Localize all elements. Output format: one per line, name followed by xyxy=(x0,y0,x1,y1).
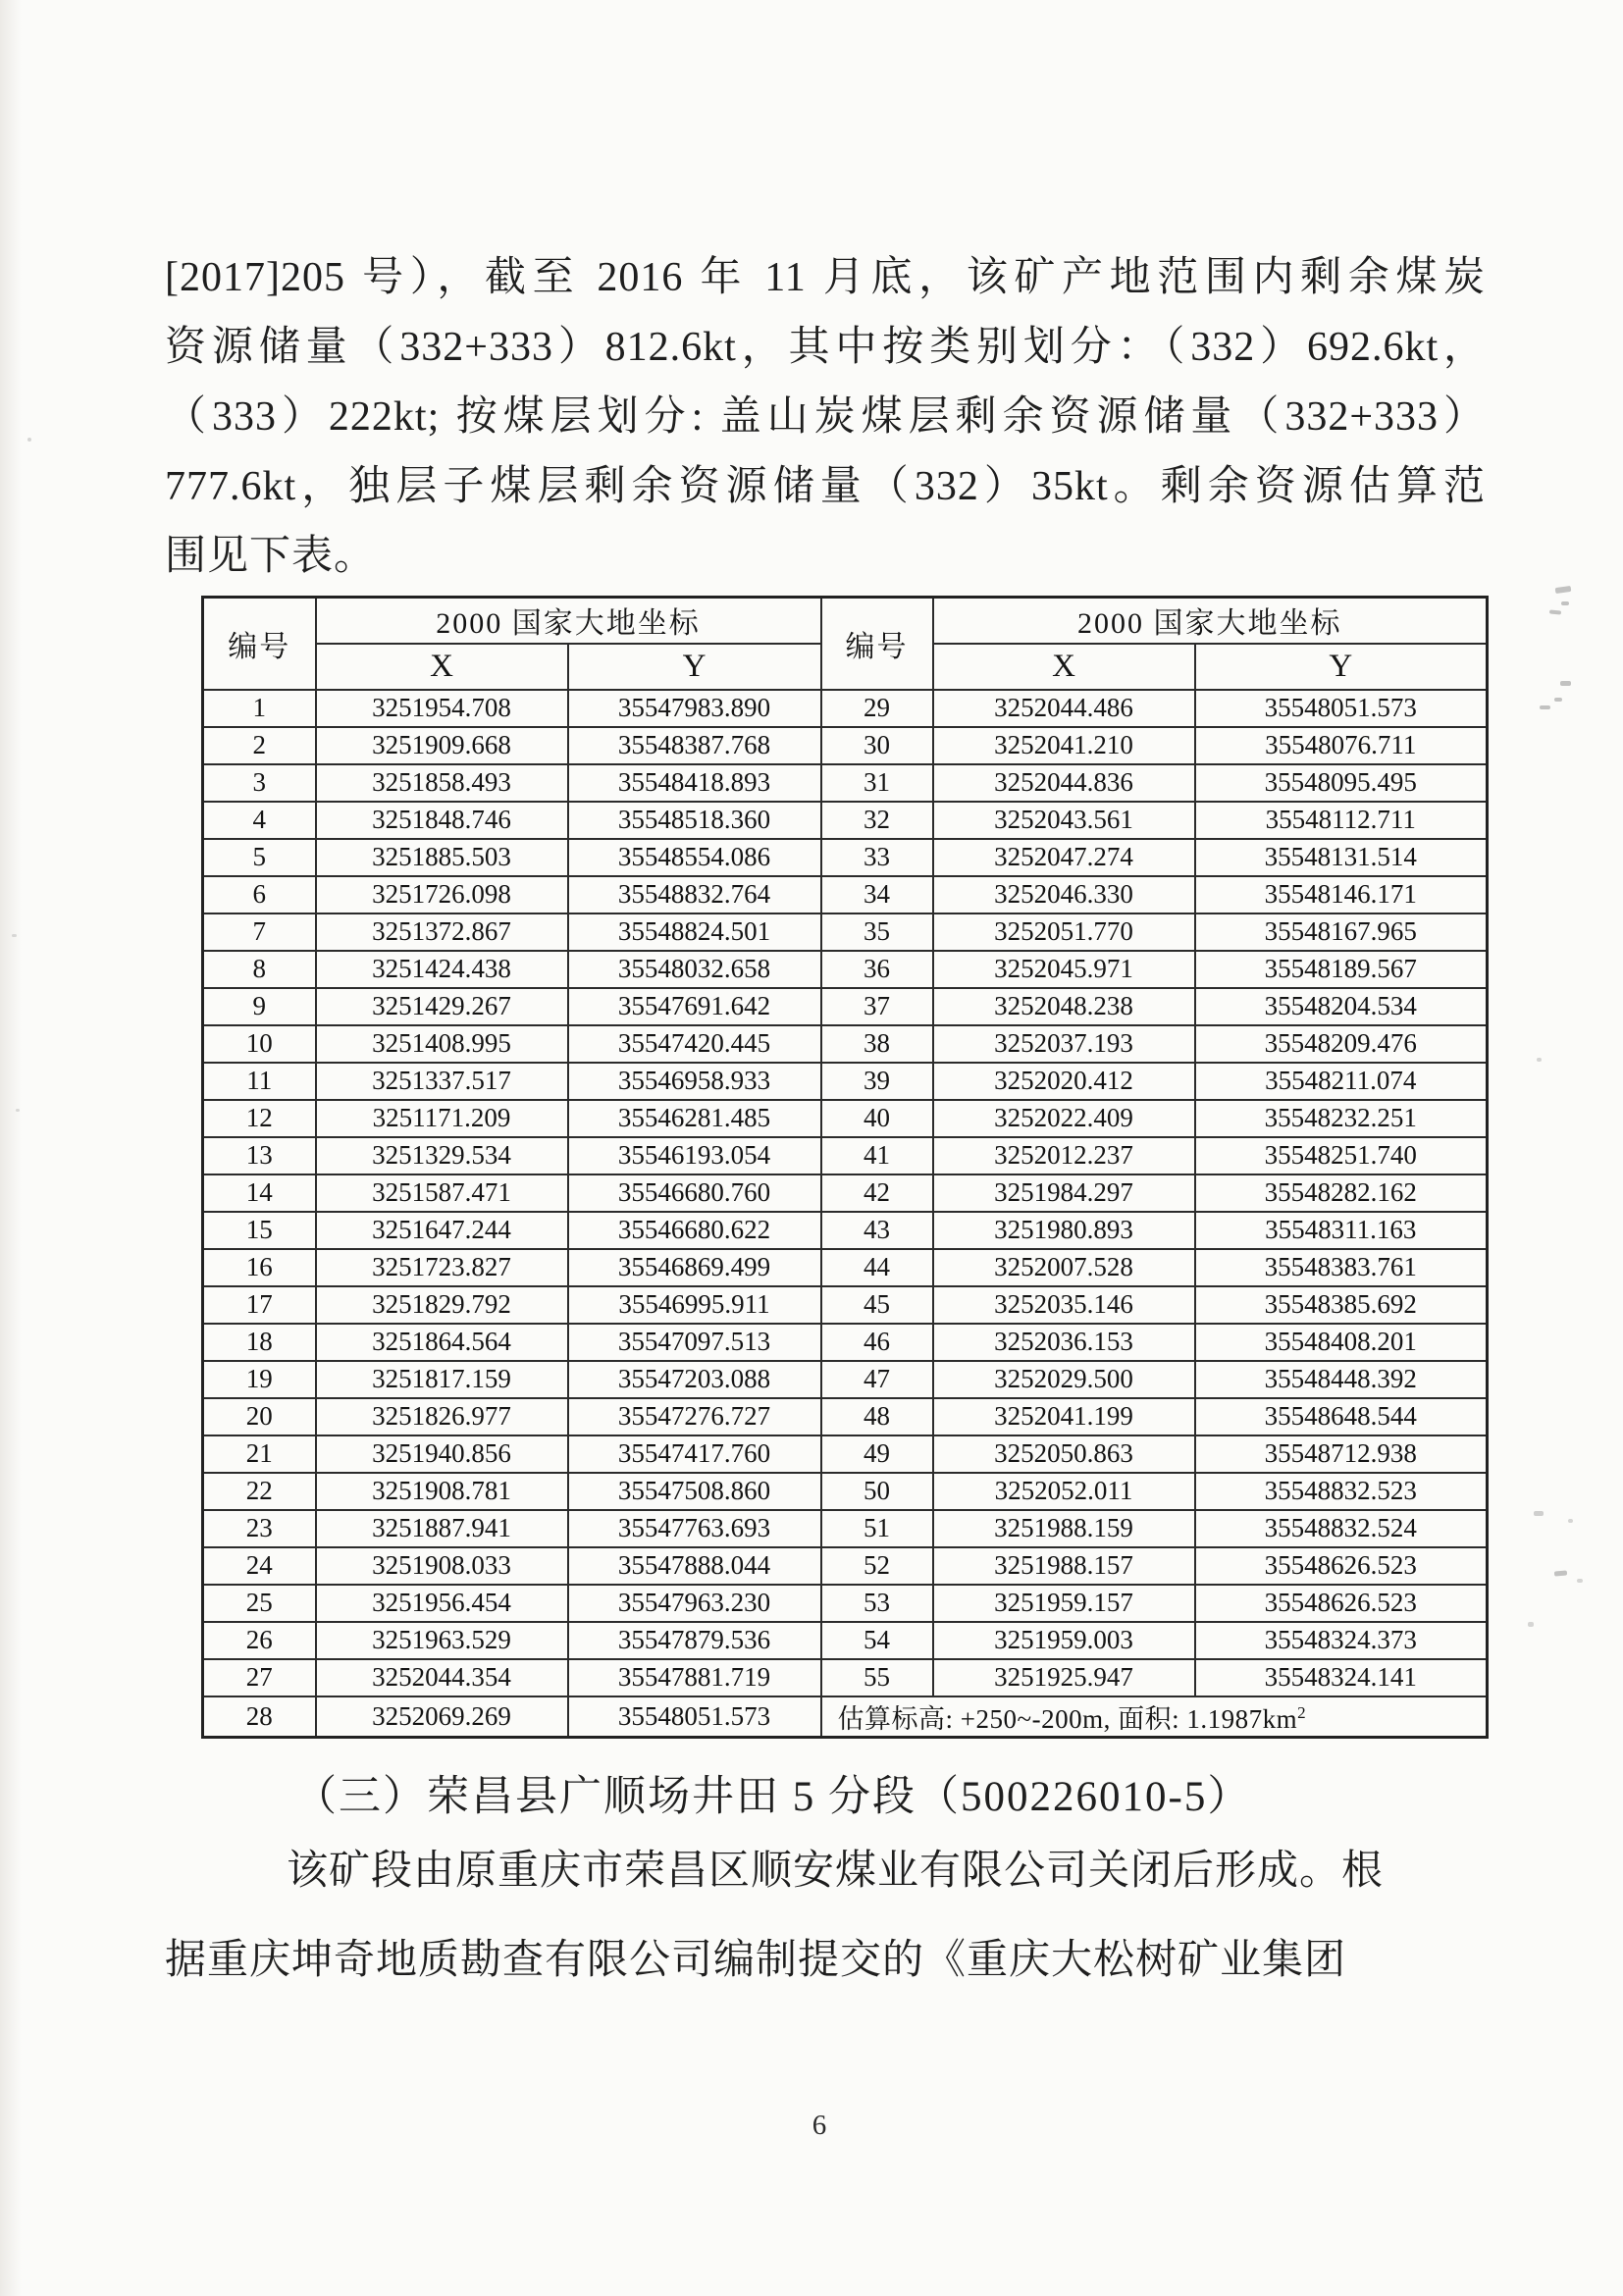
header-row-1 xyxy=(203,598,1488,644)
coordinate-cell: 48 xyxy=(821,1398,933,1435)
coordinate-cell: 16 xyxy=(203,1249,316,1286)
coordinate-cell: 35548076.711 xyxy=(1195,727,1488,764)
coordinate-cell: 3251858.493 xyxy=(316,764,568,802)
scan-artifact xyxy=(1534,1511,1544,1516)
coordinate-cell: 18 xyxy=(203,1324,316,1361)
coordinate-cell: 3252041.199 xyxy=(933,1398,1195,1435)
coordinate-cell: 23 xyxy=(203,1510,316,1547)
coordinate-cell: 3251587.471 xyxy=(316,1174,568,1212)
table-row xyxy=(203,1137,1488,1174)
table-row xyxy=(203,1622,1488,1659)
coordinate-cell: 35548824.501 xyxy=(568,913,821,951)
coordinate-cell: 17 xyxy=(203,1286,316,1324)
coordinate-cell: 35547763.693 xyxy=(568,1510,821,1547)
header-datum-right: 2000 国家大地坐标 xyxy=(933,598,1488,644)
coordinate-cell: 46 xyxy=(821,1324,933,1361)
coordinate-cell: 35548189.567 xyxy=(1195,951,1488,988)
coordinate-cell: 35548211.074 xyxy=(1195,1063,1488,1100)
table-row xyxy=(203,1473,1488,1510)
coordinate-cell: 35546680.622 xyxy=(568,1212,821,1249)
coordinate-cell: 36 xyxy=(821,951,933,988)
coordinate-cell: 35548648.544 xyxy=(1195,1398,1488,1435)
coordinate-cell: 35548832.764 xyxy=(568,876,821,913)
header-no-right: 编号 xyxy=(821,598,933,690)
paragraph-line: [2017]205 号），截至 2016 年 11 月底，该矿产地范围内剩余煤炭 xyxy=(165,255,1486,300)
coordinate-cell: 35548131.514 xyxy=(1195,839,1488,876)
coordinate-cell: 3251954.708 xyxy=(316,690,568,727)
scan-artifact xyxy=(27,438,31,442)
coordinate-cell: 33 xyxy=(821,839,933,876)
coordinate-cell: 4 xyxy=(203,802,316,839)
table-row xyxy=(203,1100,1488,1137)
coordinate-cell: 3251956.454 xyxy=(316,1585,568,1622)
coordinate-cell: 55 xyxy=(821,1659,933,1696)
coordinate-cell: 35548324.373 xyxy=(1195,1622,1488,1659)
coordinate-cell: 3251864.564 xyxy=(316,1324,568,1361)
coordinate-cell: 35547508.860 xyxy=(568,1473,821,1510)
coordinate-cell: 54 xyxy=(821,1622,933,1659)
coordinate-cell: 3251988.159 xyxy=(933,1510,1195,1547)
header-y-left: Y xyxy=(568,644,821,690)
coordinate-cell: 21 xyxy=(203,1435,316,1473)
coordinate-cell: 35548387.768 xyxy=(568,727,821,764)
coordinate-cell: 3252044.486 xyxy=(933,690,1195,727)
coordinate-cell: 3251429.267 xyxy=(316,988,568,1025)
coordinate-cell: 3252050.863 xyxy=(933,1435,1195,1473)
body-paragraph xyxy=(165,1827,1486,2006)
coordinate-cell: 35548232.251 xyxy=(1195,1100,1488,1137)
coordinate-cell: 42 xyxy=(821,1174,933,1212)
coordinate-cell: 45 xyxy=(821,1286,933,1324)
coordinate-cell: 35548518.360 xyxy=(568,802,821,839)
coordinate-cell: 35548712.938 xyxy=(1195,1435,1488,1473)
coordinate-cell: 26 xyxy=(203,1622,316,1659)
estimate-note-cell xyxy=(821,1696,1488,1738)
coordinate-cell: 3252047.274 xyxy=(933,839,1195,876)
coordinate-cell: 3252029.500 xyxy=(933,1361,1195,1398)
paragraph-line: 该矿段由原重庆市荣昌区顺安煤业有限公司关闭后形成。根 xyxy=(287,1849,1385,1894)
coordinate-cell: 35548204.534 xyxy=(1195,988,1488,1025)
coordinate-cell: 28 xyxy=(203,1696,316,1738)
coordinate-cell: 35548209.476 xyxy=(1195,1025,1488,1063)
coordinate-cell: 51 xyxy=(821,1510,933,1547)
coordinate-cell: 3251726.098 xyxy=(316,876,568,913)
header-no-left: 编号 xyxy=(203,598,316,690)
coordinate-cell: 35548832.524 xyxy=(1195,1510,1488,1547)
table-row xyxy=(203,1249,1488,1286)
coordinate-cell: 3252046.330 xyxy=(933,876,1195,913)
coordinate-cell: 3251988.157 xyxy=(933,1547,1195,1585)
table-row xyxy=(203,951,1488,988)
coordinate-cell: 2 xyxy=(203,727,316,764)
coordinate-cell: 35548554.086 xyxy=(568,839,821,876)
scan-artifact xyxy=(1560,681,1571,686)
coordinate-cell: 35548146.171 xyxy=(1195,876,1488,913)
table-row xyxy=(203,1547,1488,1585)
scan-artifact xyxy=(1537,1058,1542,1062)
coordinate-cell: 35548385.692 xyxy=(1195,1286,1488,1324)
coordinate-cell: 3252052.011 xyxy=(933,1473,1195,1510)
scan-artifact xyxy=(1549,609,1561,614)
coordinate-cell: 3 xyxy=(203,764,316,802)
coordinate-cell: 35548112.711 xyxy=(1195,802,1488,839)
coordinate-cell: 35546281.485 xyxy=(568,1100,821,1137)
table-row xyxy=(203,690,1488,727)
coordinate-cell: 31 xyxy=(821,764,933,802)
coordinate-cell: 3251909.668 xyxy=(316,727,568,764)
coordinate-cell: 1 xyxy=(203,690,316,727)
coordinate-cell: 35546995.911 xyxy=(568,1286,821,1324)
coordinate-cell: 3251723.827 xyxy=(316,1249,568,1286)
coordinate-cell: 3251885.503 xyxy=(316,839,568,876)
coordinate-cell: 3251647.244 xyxy=(316,1212,568,1249)
coordinate-cell: 3252036.153 xyxy=(933,1324,1195,1361)
coordinate-cell: 3251984.297 xyxy=(933,1174,1195,1212)
scan-artifact xyxy=(1528,1622,1534,1627)
coordinate-cell: 35547888.044 xyxy=(568,1547,821,1585)
coordinate-cell: 3251826.977 xyxy=(316,1398,568,1435)
coordinate-cell: 53 xyxy=(821,1585,933,1622)
paragraph-line: 777.6kt，独层子煤层剩余资源储量（332）35kt。剩余资源估算范 xyxy=(165,464,1486,509)
coordinate-cell: 35 xyxy=(821,913,933,951)
coordinate-cell: 35548626.523 xyxy=(1195,1547,1488,1585)
coordinate-cell: 3251171.209 xyxy=(316,1100,568,1137)
table-row xyxy=(203,1659,1488,1696)
coordinate-cell: 3252043.561 xyxy=(933,802,1195,839)
header-x-left: X xyxy=(316,644,568,690)
coordinate-cell: 3252007.528 xyxy=(933,1249,1195,1286)
coordinate-cell: 38 xyxy=(821,1025,933,1063)
coordinate-cell: 3251908.781 xyxy=(316,1473,568,1510)
scan-artifact xyxy=(1577,1579,1583,1583)
coordinate-cell: 43 xyxy=(821,1212,933,1249)
scan-artifact xyxy=(12,934,17,937)
coordinate-cell: 39 xyxy=(821,1063,933,1100)
coordinate-cell: 35546680.760 xyxy=(568,1174,821,1212)
table-row xyxy=(203,1696,1488,1738)
header-datum-left: 2000 国家大地坐标 xyxy=(316,598,821,644)
coordinate-cell: 35547276.727 xyxy=(568,1398,821,1435)
table-row xyxy=(203,988,1488,1025)
coordinate-cell: 35547203.088 xyxy=(568,1361,821,1398)
coordinate-cell: 3252051.770 xyxy=(933,913,1195,951)
coordinate-cell: 3252044.836 xyxy=(933,764,1195,802)
coordinate-cell: 3251848.746 xyxy=(316,802,568,839)
scan-artifact xyxy=(1568,1519,1573,1523)
coordinate-cell: 12 xyxy=(203,1100,316,1137)
paragraph-line: 据重庆坤奇地质勘查有限公司编制提交的《重庆大松树矿业集团 xyxy=(165,1938,1347,1983)
coordinate-cell: 14 xyxy=(203,1174,316,1212)
coordinate-cell: 3251963.529 xyxy=(316,1622,568,1659)
coordinate-cell: 35548408.201 xyxy=(1195,1324,1488,1361)
coordinate-cell: 44 xyxy=(821,1249,933,1286)
header-y-right: Y xyxy=(1195,644,1488,690)
coordinate-cell: 3251424.438 xyxy=(316,951,568,988)
coordinate-cell: 35547420.445 xyxy=(568,1025,821,1063)
table-row xyxy=(203,1585,1488,1622)
scan-edge-shadow xyxy=(0,0,22,2296)
coordinate-cell: 3252045.971 xyxy=(933,951,1195,988)
coordinate-table-body xyxy=(203,690,1488,1738)
coordinate-cell: 35548032.658 xyxy=(568,951,821,988)
coordinate-cell: 3251959.003 xyxy=(933,1622,1195,1659)
estimate-note-superscript: 2 xyxy=(1297,1702,1307,1722)
table-row xyxy=(203,876,1488,913)
table-row xyxy=(203,913,1488,951)
coordinate-cell: 35548324.141 xyxy=(1195,1659,1488,1696)
coordinate-cell: 3252020.412 xyxy=(933,1063,1195,1100)
coordinate-cell: 47 xyxy=(821,1361,933,1398)
coordinate-cell: 35548311.163 xyxy=(1195,1212,1488,1249)
coordinate-cell: 35547963.230 xyxy=(568,1585,821,1622)
coordinate-cell: 30 xyxy=(821,727,933,764)
section-heading: （三）荣昌县广顺场井田 5 分段（500226010-5） xyxy=(294,1774,1252,1820)
coordinate-cell: 3251337.517 xyxy=(316,1063,568,1100)
coordinate-cell: 3251329.534 xyxy=(316,1137,568,1174)
coordinate-cell: 3251408.995 xyxy=(316,1025,568,1063)
table-row xyxy=(203,1361,1488,1398)
coordinate-cell: 3252022.409 xyxy=(933,1100,1195,1137)
table-row xyxy=(203,1174,1488,1212)
coordinate-cell: 6 xyxy=(203,876,316,913)
coordinate-cell: 35546869.499 xyxy=(568,1249,821,1286)
coordinate-cell: 35548051.573 xyxy=(1195,690,1488,727)
coordinate-cell: 3251887.941 xyxy=(316,1510,568,1547)
table-row xyxy=(203,727,1488,764)
coordinate-cell: 35547879.536 xyxy=(568,1622,821,1659)
coordinate-cell: 3252035.146 xyxy=(933,1286,1195,1324)
coordinate-cell: 3252012.237 xyxy=(933,1137,1195,1174)
header-x-right: X xyxy=(933,644,1195,690)
table-row xyxy=(203,1398,1488,1435)
estimate-note-text: 估算标高: +250~-200m, 面积: 1.1987km xyxy=(837,1703,1298,1734)
coordinate-cell: 35547691.642 xyxy=(568,988,821,1025)
coordinate-cell: 11 xyxy=(203,1063,316,1100)
table-row xyxy=(203,1435,1488,1473)
coordinate-cell: 35547097.513 xyxy=(568,1324,821,1361)
page-number: 6 xyxy=(812,2110,827,2141)
coordinate-cell: 3251959.157 xyxy=(933,1585,1195,1622)
coordinate-cell: 19 xyxy=(203,1361,316,1398)
coordinate-table-header xyxy=(203,598,1488,690)
coordinate-cell: 3252037.193 xyxy=(933,1025,1195,1063)
coordinate-cell: 35546193.054 xyxy=(568,1137,821,1174)
coordinate-cell: 49 xyxy=(821,1435,933,1473)
table-row xyxy=(203,802,1488,839)
intro-paragraph xyxy=(165,243,1486,592)
coordinate-cell: 35548282.162 xyxy=(1195,1174,1488,1212)
coordinate-cell: 35548095.495 xyxy=(1195,764,1488,802)
coordinate-cell: 22 xyxy=(203,1473,316,1510)
coordinate-table xyxy=(201,596,1489,1739)
coordinate-cell: 3252048.238 xyxy=(933,988,1195,1025)
coordinate-cell: 35548418.893 xyxy=(568,764,821,802)
coordinate-cell: 41 xyxy=(821,1137,933,1174)
coordinate-cell: 35547417.760 xyxy=(568,1435,821,1473)
coordinate-cell: 15 xyxy=(203,1212,316,1249)
coordinate-cell: 24 xyxy=(203,1547,316,1585)
coordinate-cell: 35548832.523 xyxy=(1195,1473,1488,1510)
table-row xyxy=(203,1063,1488,1100)
paragraph-line: 围见下表。 xyxy=(165,534,377,579)
coordinate-cell: 35548383.761 xyxy=(1195,1249,1488,1286)
coordinate-cell: 3252041.210 xyxy=(933,727,1195,764)
scan-artifact xyxy=(1555,586,1572,594)
coordinate-cell: 52 xyxy=(821,1547,933,1585)
scan-artifact xyxy=(1554,1570,1567,1576)
paragraph-line: （333）222kt; 按煤层划分: 盖山炭煤层剩余资源储量（332+333） xyxy=(165,394,1486,440)
coordinate-cell: 3251908.033 xyxy=(316,1547,568,1585)
coordinate-cell: 13 xyxy=(203,1137,316,1174)
coordinate-cell: 7 xyxy=(203,913,316,951)
table-row xyxy=(203,1212,1488,1249)
coordinate-cell: 27 xyxy=(203,1659,316,1696)
table-row xyxy=(203,1025,1488,1063)
coordinate-cell: 50 xyxy=(821,1473,933,1510)
paragraph-line: 资源储量（332+333）812.6kt，其中按类别划分：（332）692.6kt， xyxy=(165,325,1486,370)
coordinate-cell: 35548626.523 xyxy=(1195,1585,1488,1622)
table-row xyxy=(203,764,1488,802)
table-row xyxy=(203,839,1488,876)
coordinate-cell: 3251925.947 xyxy=(933,1659,1195,1696)
coordinate-cell: 3251372.867 xyxy=(316,913,568,951)
coordinate-cell: 35546958.933 xyxy=(568,1063,821,1100)
coordinate-cell: 5 xyxy=(203,839,316,876)
table-row xyxy=(203,1324,1488,1361)
coordinate-cell: 3251817.159 xyxy=(316,1361,568,1398)
table-row xyxy=(203,1286,1488,1324)
coordinate-cell: 35547881.719 xyxy=(568,1659,821,1696)
coordinate-cell: 3252044.354 xyxy=(316,1659,568,1696)
coordinate-cell: 37 xyxy=(821,988,933,1025)
coordinate-cell: 3251829.792 xyxy=(316,1286,568,1324)
table-row xyxy=(203,1510,1488,1547)
coordinate-cell: 29 xyxy=(821,690,933,727)
coordinate-cell: 3251940.856 xyxy=(316,1435,568,1473)
coordinate-cell: 3251980.893 xyxy=(933,1212,1195,1249)
coordinate-cell: 34 xyxy=(821,876,933,913)
coordinate-cell: 8 xyxy=(203,951,316,988)
coordinate-cell: 35548251.740 xyxy=(1195,1137,1488,1174)
scan-artifact xyxy=(16,1109,20,1112)
coordinate-cell: 35547983.890 xyxy=(568,690,821,727)
coordinate-cell: 32 xyxy=(821,802,933,839)
coordinate-cell: 10 xyxy=(203,1025,316,1063)
scan-artifact xyxy=(1561,601,1569,605)
coordinate-cell: 40 xyxy=(821,1100,933,1137)
scan-artifact xyxy=(1540,705,1550,709)
coordinate-cell: 35548051.573 xyxy=(568,1696,821,1738)
coordinate-cell: 9 xyxy=(203,988,316,1025)
coordinate-cell: 20 xyxy=(203,1398,316,1435)
coordinate-cell: 35548448.392 xyxy=(1195,1361,1488,1398)
coordinate-cell: 35548167.965 xyxy=(1195,913,1488,951)
coordinate-cell: 25 xyxy=(203,1585,316,1622)
coordinate-cell: 3252069.269 xyxy=(316,1696,568,1738)
scan-artifact xyxy=(1554,698,1562,702)
